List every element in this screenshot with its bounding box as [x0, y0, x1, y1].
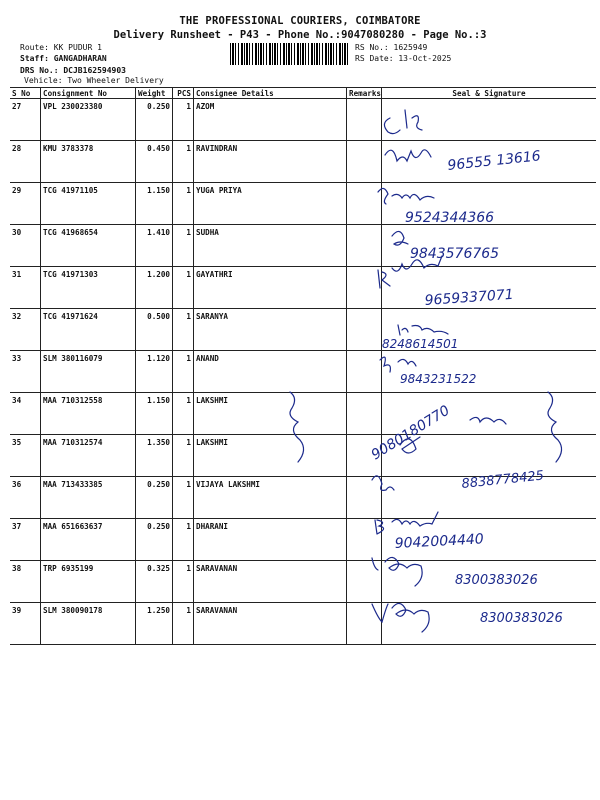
row-remarks [347, 225, 382, 267]
row-signature [382, 141, 597, 183]
row-consignee: SUDHA [194, 225, 347, 267]
vehicle-value: Two Wheeler Delivery [67, 76, 164, 85]
row-remarks [347, 183, 382, 225]
table-header [10, 88, 596, 99]
row-weight: 0.500 [136, 309, 173, 351]
table-row [10, 183, 596, 225]
table-row [10, 435, 596, 477]
row-consignee: LAKSHMI [194, 435, 347, 477]
row-consignee: ANAND [194, 351, 347, 393]
vehicle-line: Vehicle: Two Wheeler Delivery [24, 76, 164, 85]
row-consignee: SARAVANAN [194, 561, 347, 603]
row-signature [382, 519, 597, 561]
row-sno: 29 [10, 183, 41, 225]
row-consignee: RAVINDRAN [194, 141, 347, 183]
route-value: KK PUDUR 1 [53, 43, 102, 52]
row-consignment: MAA 713433385 [41, 477, 136, 519]
handwritten-phone: 9843576765 [410, 246, 500, 262]
row-pcs: 1 [173, 183, 194, 225]
row-consignment: SLM 380090178 [41, 603, 136, 645]
row-remarks [347, 99, 382, 141]
staff-value: GANGADHARAN [53, 54, 107, 63]
handwritten-phone: 8300383026 [455, 573, 538, 588]
row-pcs: 1 [173, 393, 194, 435]
row-remarks [347, 435, 382, 477]
table-row [10, 99, 596, 141]
rs-no-value: 1625949 [393, 43, 428, 52]
row-weight: 0.325 [136, 561, 173, 603]
row-remarks [347, 267, 382, 309]
row-signature [382, 267, 597, 309]
row-pcs: 1 [173, 561, 194, 603]
row-signature [382, 183, 597, 225]
row-sno: 27 [10, 99, 41, 141]
row-signature [382, 435, 597, 477]
table-row [10, 477, 596, 519]
row-consignee: DHARANI [194, 519, 347, 561]
row-consignee: VIJAYA LAKSHMI [194, 477, 347, 519]
rs-date-line: RS Date: 13-Oct-2025 [355, 54, 452, 63]
row-weight: 1.120 [136, 351, 173, 393]
row-consignment: MAA 710312574 [41, 435, 136, 477]
handwritten-phone: 8838778425 [460, 468, 545, 492]
row-pcs: 1 [173, 225, 194, 267]
row-signature [382, 603, 597, 645]
row-pcs: 1 [173, 477, 194, 519]
row-pcs: 1 [173, 519, 194, 561]
row-sno: 35 [10, 435, 41, 477]
handwritten-phone: 9843231522 [400, 372, 477, 386]
row-consignment: TCG 41971105 [41, 183, 136, 225]
row-consignee: AZOM [194, 99, 347, 141]
table-row [10, 351, 596, 393]
row-consignment: VPL 230023380 [41, 99, 136, 141]
row-pcs: 1 [173, 267, 194, 309]
row-remarks [347, 141, 382, 183]
rs-date-value: 13-Oct-2025 [398, 54, 452, 63]
row-consignment: TCG 41971624 [41, 309, 136, 351]
row-remarks [347, 309, 382, 351]
row-weight: 1.410 [136, 225, 173, 267]
company-title: THE PROFESSIONAL COURIERS, COIMBATORE [179, 15, 421, 27]
row-pcs: 1 [173, 309, 194, 351]
table-row [10, 561, 596, 603]
row-signature [382, 225, 597, 267]
table-row [10, 603, 596, 645]
runsheet-subtitle: Delivery Runsheet - P43 - Phone No.:9047080280 - Page No.:3 [113, 29, 487, 41]
row-remarks [347, 561, 382, 603]
row-pcs: 1 [173, 435, 194, 477]
row-pcs: 1 [173, 141, 194, 183]
row-signature [382, 477, 597, 519]
row-sno: 28 [10, 141, 41, 183]
row-sno: 38 [10, 561, 41, 603]
handwritten-phone: 8248614501 [382, 337, 459, 351]
row-remarks [347, 519, 382, 561]
col-sno: S No [10, 88, 41, 99]
row-consignee: GAYATHRI [194, 267, 347, 309]
row-weight: 1.350 [136, 435, 173, 477]
drs-line: DRS No.: DCJB162594903 [20, 66, 126, 75]
row-remarks [347, 393, 382, 435]
row-consignment: MAA 651663637 [41, 519, 136, 561]
row-weight: 0.250 [136, 477, 173, 519]
row-remarks [347, 603, 382, 645]
row-pcs: 1 [173, 99, 194, 141]
table-row [10, 519, 596, 561]
row-sno: 30 [10, 225, 41, 267]
row-consignment: TCG 41968654 [41, 225, 136, 267]
row-sno: 39 [10, 603, 41, 645]
row-consignment: KMU 3783378 [41, 141, 136, 183]
handwritten-phone: 96555 13616 [446, 148, 542, 174]
col-consignment: Consignment No [41, 88, 136, 99]
row-weight: 0.250 [136, 519, 173, 561]
handwritten-phone: 9659337071 [424, 286, 515, 309]
row-weight: 1.150 [136, 183, 173, 225]
handwritten-phone: 9080180770 [368, 402, 453, 464]
row-signature [382, 393, 597, 435]
row-weight: 1.200 [136, 267, 173, 309]
row-consignment: TCG 41971303 [41, 267, 136, 309]
route-line: Route: KK PUDUR 1 [20, 43, 102, 52]
row-consignment: MAA 710312558 [41, 393, 136, 435]
drs-value: DCJB162594903 [63, 66, 126, 75]
col-weight: Weight [136, 88, 173, 99]
row-weight: 1.150 [136, 393, 173, 435]
col-pcs: PCS [173, 88, 194, 99]
row-pcs: 1 [173, 351, 194, 393]
row-consignment: SLM 380116079 [41, 351, 136, 393]
row-weight: 0.250 [136, 99, 173, 141]
row-sno: 34 [10, 393, 41, 435]
barcode [230, 43, 350, 65]
row-sno: 31 [10, 267, 41, 309]
row-pcs: 1 [173, 603, 194, 645]
row-consignee: LAKSHMI [194, 393, 347, 435]
handwritten-phone: 9524344366 [405, 210, 495, 226]
row-remarks [347, 477, 382, 519]
handwritten-phone: 9042004440 [394, 531, 485, 552]
row-sno: 36 [10, 477, 41, 519]
row-consignee: YUGA PRIYA [194, 183, 347, 225]
row-weight: 0.450 [136, 141, 173, 183]
table-row [10, 225, 596, 267]
row-signature [382, 99, 597, 141]
row-signature [382, 309, 597, 351]
row-sno: 32 [10, 309, 41, 351]
col-remarks: Remarks [347, 88, 382, 99]
rs-no-line: RS No.: 1625949 [355, 43, 428, 52]
col-signature: Seal & Signature [382, 88, 597, 99]
row-sno: 37 [10, 519, 41, 561]
row-consignee: SARANYA [194, 309, 347, 351]
handwritten-phone: 8300383026 [480, 611, 563, 626]
row-signature [382, 351, 597, 393]
staff-line: Staff: GANGADHARAN [20, 54, 107, 63]
runsheet-table [10, 87, 596, 645]
table-row [10, 141, 596, 183]
row-weight: 1.250 [136, 603, 173, 645]
row-remarks [347, 351, 382, 393]
row-consignee: SARAVANAN [194, 603, 347, 645]
table-row [10, 393, 596, 435]
row-sno: 33 [10, 351, 41, 393]
table-row [10, 267, 596, 309]
table-row [10, 309, 596, 351]
row-signature [382, 561, 597, 603]
row-consignment: TRP 6935199 [41, 561, 136, 603]
col-consignee: Consignee Details [194, 88, 347, 99]
